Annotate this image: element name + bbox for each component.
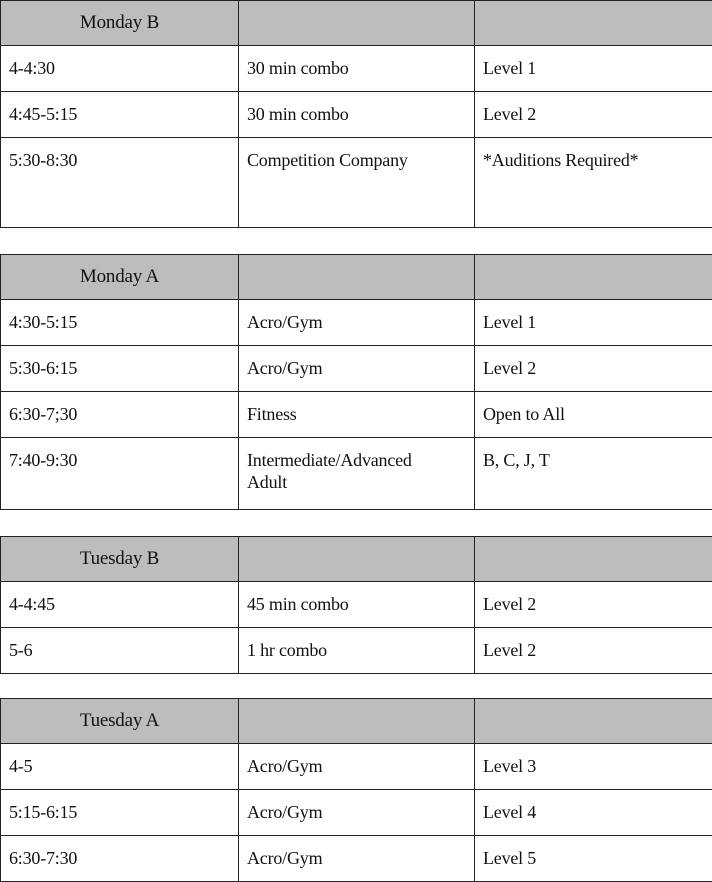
level-cell: Level 3 <box>475 744 712 790</box>
schedule-table-monday-b <box>0 0 712 228</box>
class-cell: Acro/Gym <box>239 836 475 882</box>
table-row <box>1 438 712 510</box>
time-cell: 4:45-5:15 <box>1 92 239 138</box>
level-cell: Level 4 <box>475 790 712 836</box>
level-cell: Level 2 <box>475 628 712 674</box>
table-row <box>1 300 712 346</box>
day-heading: Monday A <box>1 255 239 300</box>
time-cell: 4-4:45 <box>1 582 239 628</box>
time-cell: 5-6 <box>1 628 239 674</box>
time-cell: 6:30-7:30 <box>1 836 239 882</box>
time-cell: 4:30-5:15 <box>1 300 239 346</box>
time-cell: 5:30-8:30 <box>1 138 239 228</box>
day-heading: Tuesday B <box>1 537 239 582</box>
level-cell: Level 5 <box>475 836 712 882</box>
day-heading: Tuesday A <box>1 699 239 744</box>
table-header-row <box>1 537 712 582</box>
class-cell: Intermediate/Advanced Adult <box>239 438 475 510</box>
header-cell-empty <box>239 1 475 46</box>
class-cell: Acro/Gym <box>239 744 475 790</box>
time-cell: 4-4:30 <box>1 46 239 92</box>
table-row <box>1 582 712 628</box>
day-heading: Monday B <box>1 1 239 46</box>
header-cell-empty <box>239 699 475 744</box>
level-cell: *Auditions Required* <box>475 138 712 228</box>
time-cell: 6:30-7;30 <box>1 392 239 438</box>
time-cell: 4-5 <box>1 744 239 790</box>
schedule-table-tuesday-a <box>0 698 712 882</box>
table-row <box>1 628 712 674</box>
class-cell: Acro/Gym <box>239 300 475 346</box>
table-header-row <box>1 699 712 744</box>
class-cell: 45 min combo <box>239 582 475 628</box>
header-cell-empty <box>475 1 712 46</box>
level-cell: Level 2 <box>475 582 712 628</box>
level-cell: Level 2 <box>475 92 712 138</box>
table-header-row <box>1 1 712 46</box>
class-cell: Acro/Gym <box>239 790 475 836</box>
class-cell: Fitness <box>239 392 475 438</box>
header-cell-empty <box>239 255 475 300</box>
table-row <box>1 138 712 228</box>
level-cell: B, C, J, T <box>475 438 712 510</box>
header-cell-empty <box>475 699 712 744</box>
class-cell: Competition Company <box>239 138 475 228</box>
class-cell: 1 hr combo <box>239 628 475 674</box>
level-cell: Level 2 <box>475 346 712 392</box>
level-cell: Level 1 <box>475 46 712 92</box>
header-cell-empty <box>239 537 475 582</box>
schedule-table-monday-a <box>0 254 712 510</box>
time-cell: 5:15-6:15 <box>1 790 239 836</box>
table-row <box>1 92 712 138</box>
class-cell: Acro/Gym <box>239 346 475 392</box>
table-row <box>1 744 712 790</box>
level-cell: Level 1 <box>475 300 712 346</box>
table-header-row <box>1 255 712 300</box>
class-cell: 30 min combo <box>239 92 475 138</box>
class-cell: 30 min combo <box>239 46 475 92</box>
header-cell-empty <box>475 255 712 300</box>
table-row <box>1 392 712 438</box>
level-cell: Open to All <box>475 392 712 438</box>
time-cell: 7:40-9:30 <box>1 438 239 510</box>
table-row <box>1 836 712 882</box>
table-row <box>1 790 712 836</box>
schedule-table-tuesday-b <box>0 536 712 674</box>
table-row <box>1 46 712 92</box>
time-cell: 5:30-6:15 <box>1 346 239 392</box>
table-row <box>1 346 712 392</box>
header-cell-empty <box>475 537 712 582</box>
